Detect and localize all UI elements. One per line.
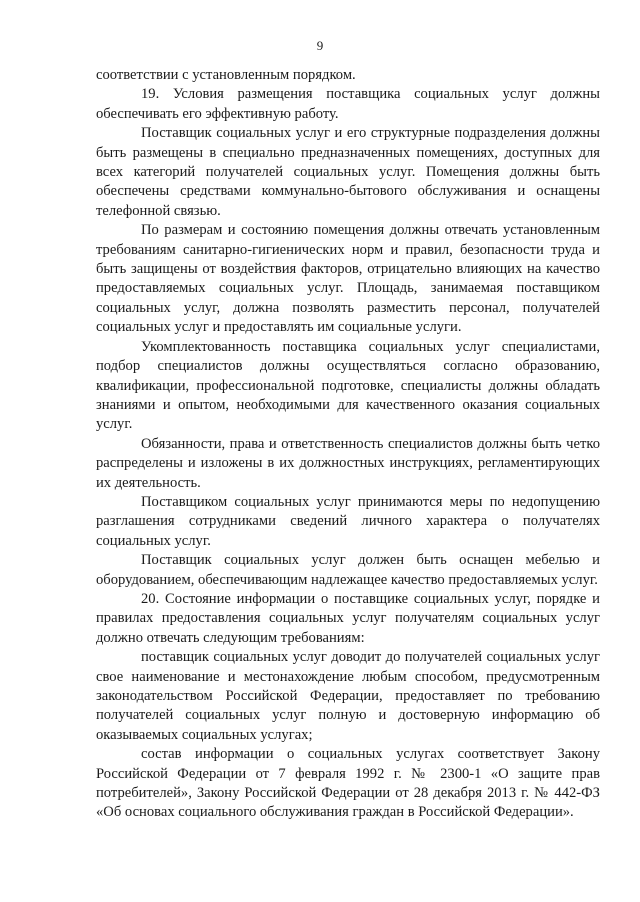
paragraph-equipment: Поставщик социальных услуг должен быть оснащен мебелью и оборудованием, обеспечивающим надлежащее качество предоставляемых услуг.: [96, 552, 600, 588]
paragraph-continuation: соответствии с установленным порядком.: [96, 67, 356, 83]
paragraph-premises-placement: Поставщик социальных услуг и его структурные подразделения должны быть размещены в специально предназначенных помещениях, доступных для всех категорий получателей социальных услуг. Помещения должны быть обеспечены средствами коммунально-бытового обслуживания и оснащены телефонной связью.: [96, 125, 600, 219]
paragraph-duties: Обязанности, права и ответственность специалистов должны быть четко распределены и изложены в их должностных инструкциях, регламентирующих их деятельность.: [96, 435, 600, 491]
document-body: [96, 66, 600, 823]
paragraph-provider-info: поставщик социальных услуг доводит до получателей социальных услуг свое наименование и местонахождение любым способом, предусмотренным законодательством Российской Федерации, предоставляет по требованию получателей социальных услуг полную и достоверную информацию об оказываемых социальных услугах;: [96, 649, 600, 743]
paragraph-item-20: 20. Состояние информации о поставщике социальных услуг, порядке и правилах предоставления социальных услуг получателям социальных услуг должно отвечать следующим требованиям:: [96, 590, 600, 646]
paragraph-info-composition: состав информации о социальных услугах соответствует Закону Российской Федерации от 7 февраля 1992 г. № 2300-1 «О защите прав потребителей», Закону Российской Федерации от 28 декабря 2013 г. № 442-ФЗ «Об основах социального обслуживания граждан в Российской Федерации».: [96, 746, 600, 821]
paragraph-premises-requirements: По размерам и состоянию помещения должны отвечать установленным требованиям санитарно-гигиенических норм и правил, безопасности труда и быть защищены от воздействия факторов, отрицательно влияющих на качество предоставляемых социальных услуг. Площадь, занимаемая поставщиком социальных услуг, должна позволять разместить персонал, получателей социальных услуг и предоставлять им социальные услуги.: [96, 222, 600, 336]
page-number: 9: [316, 38, 324, 53]
paragraph-staffing: Укомплектованность поставщика социальных услуг специалистами, подбор специалистов должны осуществляться согласно образованию, квалификации, профессиональной подготовке, специалисты должны обладать знаниями и опытом, необходимыми для качественного оказания социальных услуг.: [96, 338, 600, 433]
paragraph-item-19: 19. Условия размещения поставщика социальных услуг должны обеспечивать его эффективную работу.: [96, 86, 600, 122]
paragraph-confidentiality: Поставщиком социальных услуг принимаются меры по недопущению разглашения сотрудниками сведений личного характера о получателях социальных услуг.: [96, 493, 600, 549]
